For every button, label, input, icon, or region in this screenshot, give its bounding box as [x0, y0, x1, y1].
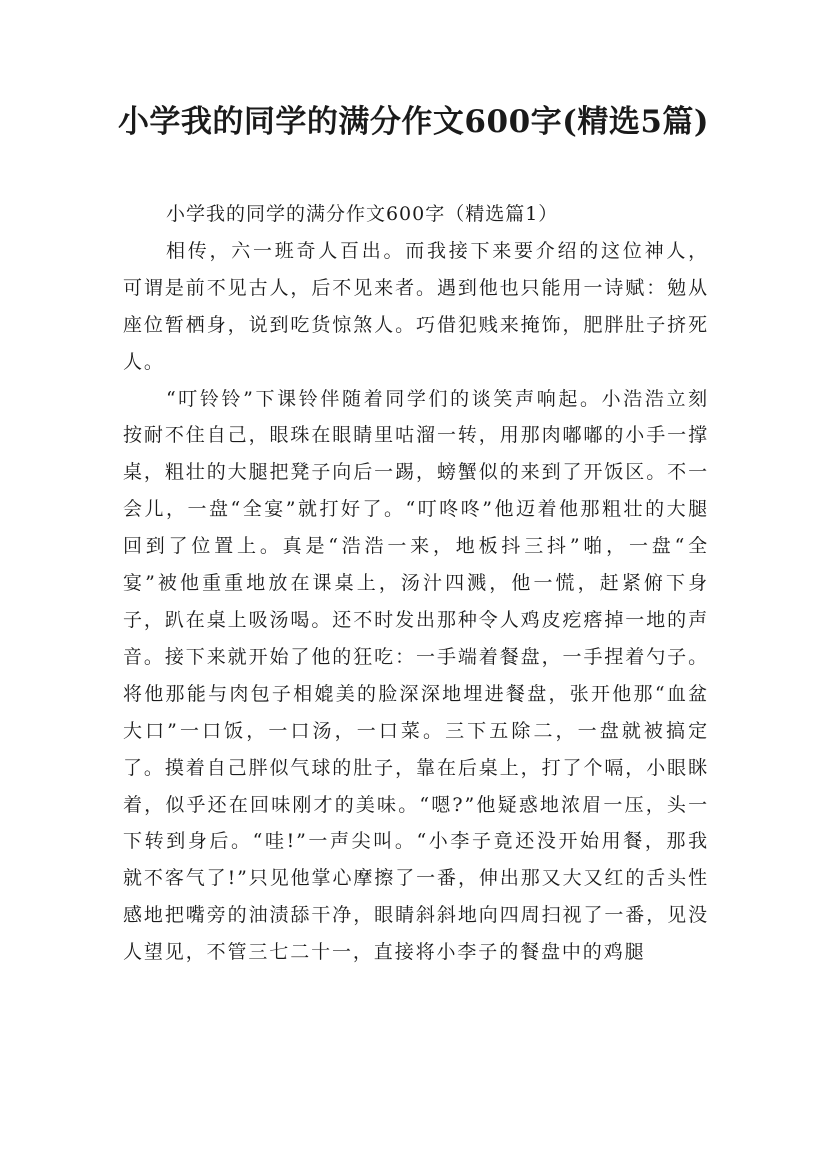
- paragraph: “叮铃铃”下课铃伴随着同学们的谈笑声响起。小浩浩立刻按耐不住自己，眼珠在眼睛里咕溜一转，用那肉嘟嘟的小手一撑桌，粗壮的大腿把凳子向后一踢，螃蟹似的来到了开饭区。不一会儿，一盘“全宴”就打好了。“叮咚咚”他迈着他那粗壮的大腿回到了位置上。真是“浩浩一来，地板抖三抖”啪，一盘“全宴”被他重重地放在课桌上，汤汁四溅，他一慌，赶紧俯下身子，趴在桌上吸汤喝。还不时发出那种令人鸡皮疙瘩掉一地的声音。接下来就开始了他的狂吃：一手端着餐盘，一手捏着勺子。将他那能与肉包子相媲美的脸深深地埋进餐盘，张开他那“血盆大口”一口饭，一口汤，一口菜。三下五除二，一盘就被搞定了。摸着自己胖似气球的肚子，靠在后桌上，打了个嗝，小眼眯着，似乎还在回味刚才的美味。“嗯?”他疑惑地浓眉一压，头一下转到身后。“哇!”一声尖叫。“小李子竟还没开始用餐，那我就不客气了!”只见他掌心摩擦了一番，伸出那又大又红的舌头性感地把嘴旁的油渍舔干净，眼睛斜斜地向四周扫视了一番，见没人望见，不管三七二十一，直接将小李子的餐盘中的鸡腿: [123, 387, 709, 964]
- document-body: [123, 196, 709, 971]
- paragraph: 相传，六一班奇人百出。而我接下来要介绍的这位神人，可谓是前不见古人，后不见来者。遇到他也只能用一诗赋：勉从座位暂栖身，说到吃货惊煞人。巧借犯贱来掩饰，肥胖肚子挤死人。: [123, 239, 709, 373]
- document-title: 小学我的同学的满分作文600字(精选5篇): [117, 104, 710, 140]
- section-heading: 小学我的同学的满分作文600字（精选篇1）: [165, 203, 559, 225]
